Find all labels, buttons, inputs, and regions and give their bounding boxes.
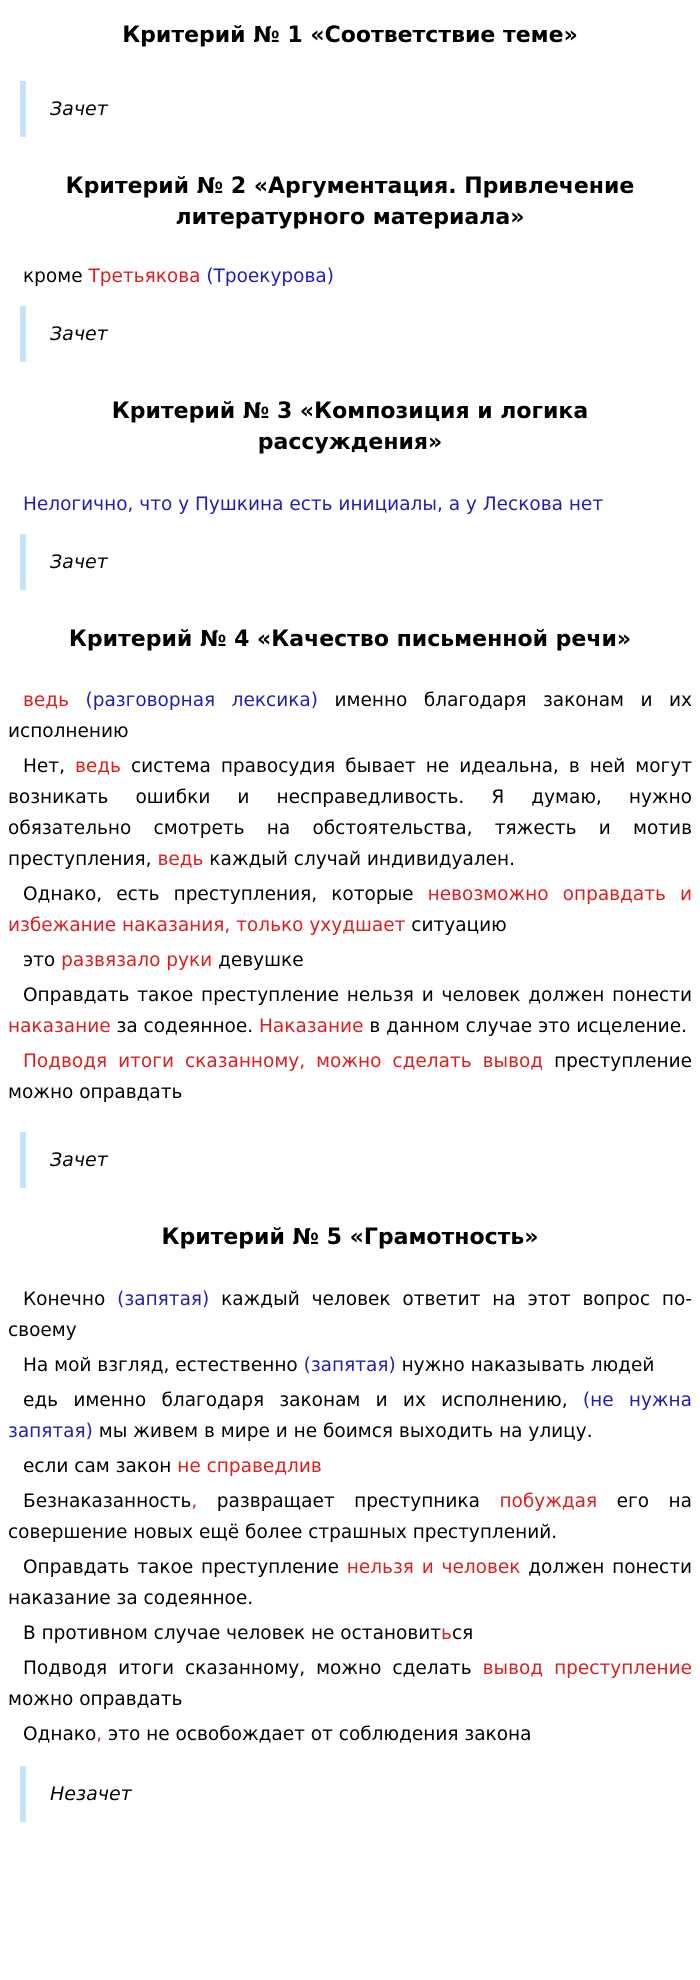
comment-paragraph xyxy=(8,1486,692,1548)
essay-text: Оправдать такое преступление нельзя и человек должен понести xyxy=(23,985,692,1006)
error-highlight: вывод преступление xyxy=(482,1658,692,1679)
criterion-2-verdict xyxy=(20,306,692,362)
criterion-4-heading: Критерий № 4 «Качество письменной речи» xyxy=(68,627,632,652)
comment-paragraph xyxy=(8,1618,692,1649)
essay-text: каждый человек ответит на этот вопрос по-своему xyxy=(8,1289,693,1341)
essay-text: можно оправдать xyxy=(8,1689,183,1710)
essay-text: если сам закон xyxy=(23,1456,178,1477)
comment-paragraph xyxy=(8,685,692,747)
essay-text: должен понести наказание за содеянное. xyxy=(8,1557,693,1609)
error-highlight: Подводя итоги сказанному, можно сделать вывод xyxy=(23,1051,544,1072)
comment-paragraph xyxy=(8,1653,692,1715)
essay-text: в данном случае это исцеление. xyxy=(363,1016,687,1037)
essay-text: кроме xyxy=(23,266,89,287)
error-highlight: Третьякова xyxy=(88,266,201,287)
criterion-5-comments xyxy=(8,1284,692,1750)
error-highlight: нельзя и человек xyxy=(346,1557,521,1578)
comment-paragraph xyxy=(8,945,692,976)
verdict-text: Зачет xyxy=(50,97,108,120)
essay-text: развращает преступника xyxy=(197,1491,500,1512)
comment-paragraph xyxy=(8,489,692,520)
error-highlight: ведь xyxy=(157,849,204,870)
essay-text: На мой взгляд, естественно xyxy=(23,1355,304,1376)
criterion-5-heading: Критерий № 5 «Грамотность» xyxy=(161,1225,539,1250)
reviewer-note: (запятая) xyxy=(117,1289,210,1310)
error-highlight: ведь xyxy=(74,756,121,777)
reviewer-note: (Троекурова) xyxy=(200,266,334,287)
essay-text: Однако xyxy=(23,1724,97,1745)
reviewer-note: (разговорная лексика) xyxy=(68,690,318,711)
essay-text: В противном случае человек не остановит xyxy=(23,1623,442,1644)
essay-text: система правосудия бывает не идеальна, в ней могут возникать ошибки и несправедливость. Я думаю, нужно обязательно смотреть на обстоятельства, тяжесть и мотив преступления, xyxy=(8,756,692,870)
essay-text: это xyxy=(23,950,62,971)
essay-text: Безнаказанность xyxy=(23,1491,192,1512)
essay-text: это не освобождает от соблюдения закона xyxy=(102,1724,532,1745)
comment-paragraph xyxy=(8,1350,692,1381)
essay-text: ся xyxy=(451,1623,474,1644)
comment-paragraph xyxy=(8,1284,692,1346)
essay-text: его на совершение новых ещё более страшных преступлений. xyxy=(8,1491,692,1543)
essay-text: за содеянное. xyxy=(110,1016,260,1037)
criterion-2-comments xyxy=(8,261,692,292)
comment-paragraph xyxy=(8,1552,692,1614)
essay-text: девушке xyxy=(212,950,304,971)
comment-paragraph xyxy=(8,1046,692,1108)
essay-text: именно благодаря законам и их исполнению xyxy=(8,690,692,742)
error-highlight: ь xyxy=(441,1623,452,1644)
criterion-3-heading: Критерий № 3 «Композиция и логика рассуждения» xyxy=(111,399,589,455)
verdict-text: Зачет xyxy=(50,550,108,573)
criterion-1-heading: Критерий № 1 «Соответствие теме» xyxy=(122,23,578,48)
comment-paragraph xyxy=(8,1719,692,1750)
essay-text: Оправдать такое преступление xyxy=(23,1557,347,1578)
error-highlight: не справедлив xyxy=(177,1456,322,1477)
essay-text: нужно наказывать людей xyxy=(395,1355,655,1376)
criterion-4-verdict xyxy=(20,1132,692,1188)
criterion-5-verdict xyxy=(20,1766,692,1822)
comment-paragraph xyxy=(8,980,692,1042)
verdict-text: Зачет xyxy=(50,1148,108,1171)
error-highlight: побуждая xyxy=(499,1491,598,1512)
criterion-1-verdict xyxy=(20,81,692,137)
error-highlight: развязало руки xyxy=(61,950,213,971)
essay-text: едь именно благодаря законам и их исполнению, xyxy=(23,1390,583,1411)
error-highlight: ведь xyxy=(23,690,69,711)
error-highlight: , xyxy=(191,1491,198,1512)
essay-text: Подводя итоги сказанному, можно сделать xyxy=(23,1658,483,1679)
criterion-4-comments xyxy=(8,685,692,1108)
essay-text: Однако, есть преступления, которые xyxy=(23,884,428,905)
error-highlight: наказание xyxy=(8,1016,111,1037)
comment-paragraph xyxy=(8,751,692,875)
essay-text: Конечно xyxy=(23,1289,118,1310)
comment-paragraph xyxy=(8,879,692,941)
essay-text: мы живем в мире и не боимся выходить на улицу. xyxy=(92,1421,593,1442)
error-highlight: невозможно оправдать и избежание наказания, только ухудшает xyxy=(8,884,692,936)
verdict-text: Незачет xyxy=(50,1782,132,1805)
reviewer-note: (запятая) xyxy=(303,1355,396,1376)
criterion-2-heading: Критерий № 2 «Аргументация. Привлечение литературного материала» xyxy=(65,174,635,230)
criterion-3-comments xyxy=(8,489,692,520)
essay-text: преступление можно оправдать xyxy=(8,1051,693,1103)
comment-paragraph xyxy=(8,1385,692,1447)
verdict-text: Зачет xyxy=(50,322,108,345)
essay-text: Нет, xyxy=(23,756,75,777)
criterion-3-verdict xyxy=(20,534,692,590)
essay-text: ситуацию xyxy=(405,915,507,936)
comment-paragraph xyxy=(8,1451,692,1482)
error-highlight: , xyxy=(96,1724,103,1745)
comment-paragraph xyxy=(8,261,692,292)
reviewer-note: (не нужна запятая) xyxy=(8,1390,692,1442)
reviewer-note: Нелогично, что у Пушкина есть инициалы, а у Лескова нет xyxy=(23,494,604,515)
essay-text: каждый случай индивидуален. xyxy=(203,849,516,870)
error-highlight: Наказание xyxy=(259,1016,364,1037)
